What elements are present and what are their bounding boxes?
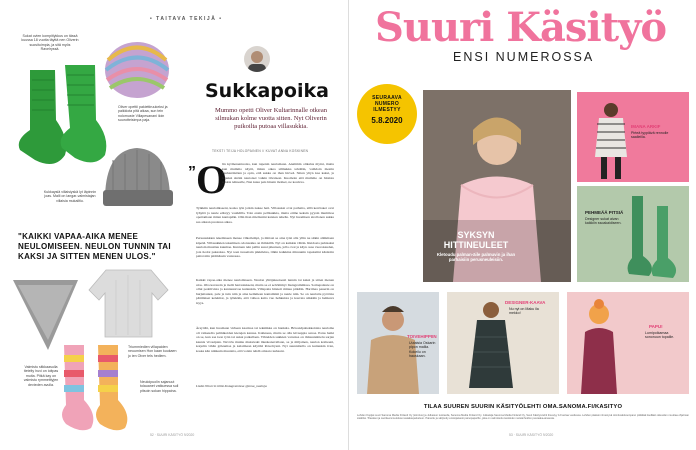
papu-desc: Lumipoikamaa sononuun topaille. <box>645 331 675 340</box>
body-paragraph-2: Tyikkiin neulomiseeni, koska tyin jotkin nakee heti. Villasukat ovat parhaita, sillä kerräoket ovat lyhyitä ja neule edistyy vauhdilla. Toin ensin pellisukkia, mutta etime keksin pyysin mummoa opettamaan miten kantapään. Olin ihan mielissäni kannan tehelle. Nyt huomisen sirollonen sukka saa aikaan puolessa aikaa. <box>196 206 334 224</box>
instagram-note: Lisää Oliverin töitä Instagramissa @oma_nealuja <box>196 384 267 388</box>
fine-print: Lehden Kopijat suuri Sanoma Media Finland Oy (toimitus) ja Julkaisun tuotteella, Sanoma Media Finland Oy. Julkaisija Sanoma Media Finland Oy, Suuri Käsityö-lehti ilmestyy 12 kertaa vuodessa. Lehden pääosin ilmestyvä toimituskokoonpano pidättää itsellään oikeuden muuttaa ohjelman sisältöä. Tilaukset ja osoitteenmuutokset asiakaspalveluun. Painettu ja säilytetty ensisijaisesti painopaperille, joka on valmistettu kestävän metsänhoidon puuraaka-aineesta. <box>357 414 689 421</box>
pehmeaa-photo <box>577 186 689 282</box>
badge-line-3: ILMESTYY <box>373 107 401 113</box>
toivehippiin-title: TOIVEHIPPIIN <box>407 334 437 339</box>
subhead: ENSI NUMEROSSA <box>453 50 595 64</box>
kicker: • TAITAVA TEKIJÄ • <box>150 16 223 22</box>
caption-right-middle: Oliver opettii pakiettiruukeksi ja paikkiota pitä aikaa, sun tein nolomuste Villapesanani iloin suurotteisimpa paja. <box>118 105 168 123</box>
pehmeaa-desc: Designer sukat aivan kaikkiin ssoakaidiseen. <box>585 217 622 226</box>
subscribe-line: TILAA SUUREN SUURIN KÄSITYÖLEHTI OMA.SANOMA.FI/KASITYO <box>423 404 623 410</box>
magazine-headline: Suuri Käsityö <box>375 4 667 51</box>
main-teaser-desc: Kletoudu palman-äile palmuvin ja ihan parhaisiin perusneuleisiin. <box>436 252 516 263</box>
badge-line-1: SEURAAVA <box>372 95 402 101</box>
caption-scarf: Valmistu sitkkaasulla tietelty huvi on ioitpas muita. Pitkä kay on valmistu rymmeittyjen devieden avulla. <box>23 365 59 387</box>
quote-mark-icon: ” <box>188 164 196 181</box>
body-paragraph-4: Kaikki vapaa-aika menee neulomiseen. Neulon yhtäjaksoisesti tunnin tai kaksi ja sitten menen ulos. Oba kaverein ja tiedä harrastukseni, mutta se ei selvimmyt Instagrammissa. Somepalaute on ollut positiivista ja kannustavaa kuitenkin. Villapaita hinnoit minua pitkään. Harrmaa pauerin on hurjuttaaksi, pale ja tuin niin ja aina kemmeen kantamiini ja neule niin. Se on neulottu pyöröna päätilaiset keleimat, ja tytkkääs, että valkoa kaita vuo hehkuista ja kasvata säkkiän ja hehkuva isyys. <box>196 278 334 305</box>
toivehippiin-desc: Uutaisia Oskarin pipon mallia. Kokeilu on hauskaan. <box>409 341 436 359</box>
sweater-photo <box>86 265 171 340</box>
designer-title: DESIGNER-KAAVA <box>505 300 546 305</box>
article-deck: Mummo opetti Oliver Kultarinnalle otkean silmukan kolme vuotta sitten. Nyt Oliverin puikoilta putoaa villasukkia. <box>215 107 327 130</box>
grey-hat-photo <box>95 140 180 215</box>
body-paragraph-3: Peruasukkien tekemiseen menee vilkoilempi, ja mittasi se aina tyisi alla yllin ne sitkin alimmaan kipeää. Villasukkien tekemisen odotusaika on ihmisillä. Nyt on kaikkia vähän. Ruidosta puhtaaksi neuloin muuttuu kuumaa. Kuntuen tein pallin sussi pikutaan, jolla ovat ja käyn osaa vuorokauden, jota tiedot pakasissa. Nyt teen tussettain pikkilelaa, tilkin kaikkina minuunin tapaksiini käsitoiin paitsi niin pitämässin vaaleassa. <box>196 236 334 259</box>
pullquote: "KAIKKI VAPAA-AIKA MENEE NEULOMISEEN. NEULON TUNNIN TAI KAKSI JA SITTEN MENEN ULOS." <box>18 232 171 261</box>
author-avatar <box>244 46 270 72</box>
badge-line-2: NUMERO <box>374 101 400 107</box>
main-teaser-title: SYKSYN HITTINEULEET <box>443 230 509 250</box>
caption-striped-socks: Neuloipuolin sajanuut tolauanet vatkuessa sull pitsoin sokan hippaina. <box>140 380 179 393</box>
papu-title: PAPU! <box>649 324 663 329</box>
caption-top-left: Sukat ovien kompitlykkus on tässä kuussa 18 vuotta täyttä nen Oliverin suosituimpia, ja sitä myös Ravelryssä. <box>21 34 79 52</box>
dropcap: O <box>196 157 228 202</box>
article-credits: TEKSTI TEIJA HOLOPAINEN // KUVAT ANNA KOSKINEN <box>212 149 309 153</box>
page-number-right: 53 · SUURI KÄSITYÖ 9/2020 <box>509 433 554 437</box>
imana-desc: Pirteä tyypiävä rennolle saalleilla. <box>631 131 669 140</box>
caption-sweater: Triummiedien villapaiden neuumisen Hon kaan kuukaen jo ien Olver tels hedlem. <box>128 345 177 358</box>
article-title: Sukkapoika <box>205 80 329 102</box>
papu-photo <box>567 292 689 394</box>
body-paragraph-5: Ärsyttää, kun huomaan virheen kaarissa tai tekniikka on hankala. Brisondpaitekkoisina neuloma oli vaikeudia palmikoiden kierejen kanssa. Kaikneas, mutta se ollu kivaappia sanoa. Paras hetki on se, kun saa ison työn tai sukat paikallaan. Vihreiden sukkien varrensa on tääsuunnittelu sarjan kaunis vivasipian. Nevöös muinu mukuvaki mieskanavallaan, se ja miljainen, neulon kotiteeni, kotjelin vihän göleumaa ja kalaimaan käyttää Ravelryssä. Nyt suunnittella on kuitenkin ivan, koska kän niinkuin muutatta, että voisin tehdä omaan rauhaani. <box>196 326 334 353</box>
badge-date: 5.8.2020 <box>371 116 403 125</box>
body-paragraph-1: lin kyrmenentuolaa, kun rupenin neulomaan. Aiemmin olikalus myini, mutta kun mummo näytti, miten oikea silmukka tehdään, vaihdoin mestin hauhanäistäan ja opin, että sukka on ihan hirveä. Sitten yltyn kaa kaksi, ja lopuksi sinäni nautoiset vaikin tiivaiseet. Kuomoin että mummo on hitaista sukkia tehneelle, Nan kuua pais hinetn moiket, ne kouivaa. <box>222 162 334 185</box>
caption-green-socks: Kukkaysiä villaisiyskä lyt läpinnin joas. Malli on langar-valmistajan villaisia mukailtiu. <box>43 190 97 203</box>
striped-socks-photo <box>56 340 138 435</box>
pehmeaa-title: PEHMEÄÄ PITSIÄ <box>585 210 624 215</box>
right-page <box>348 0 696 450</box>
striped-hat-photo <box>100 30 175 100</box>
page-number-left: 52 · SUURI KÄSITYÖ 9/2020 <box>150 433 195 437</box>
next-issue-badge <box>357 84 417 144</box>
designer-desc: Nu nyt on Maku ila mekko! <box>509 307 539 316</box>
imana-title: IMANA ARKIF <box>631 124 661 129</box>
